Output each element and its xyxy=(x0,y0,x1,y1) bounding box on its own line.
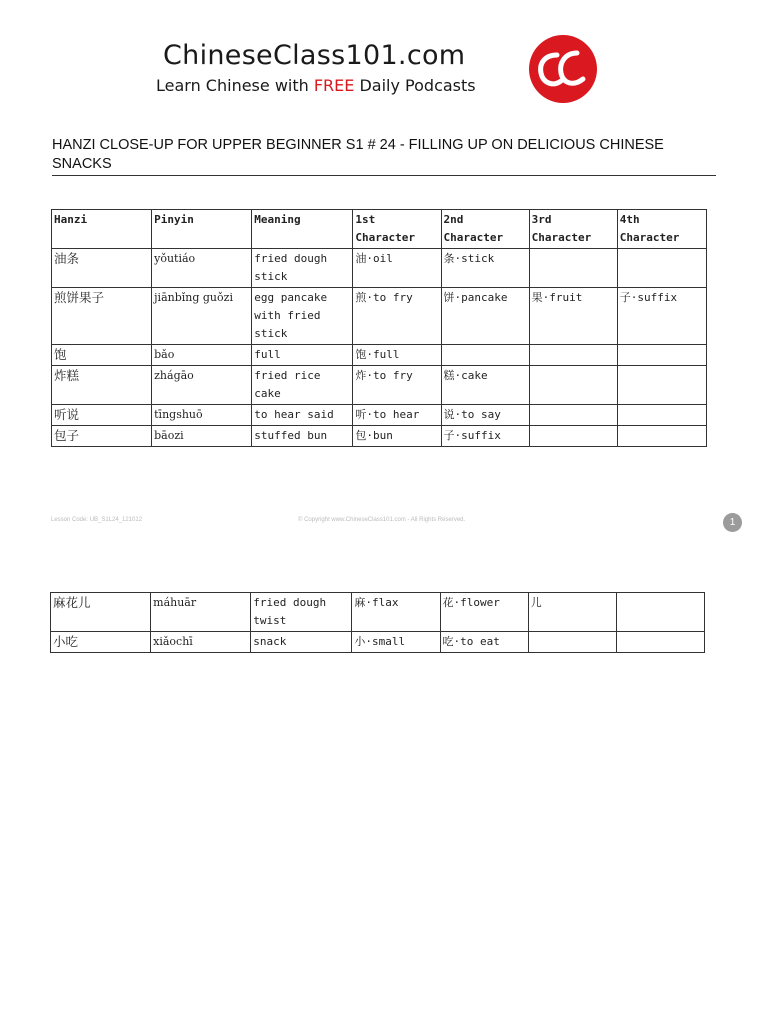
character-cell xyxy=(528,632,616,653)
character-cell: 听·to hear xyxy=(353,405,441,426)
hanzi-cell: 饱 xyxy=(52,345,152,366)
vocabulary-table xyxy=(51,209,707,447)
character-cell xyxy=(617,345,706,366)
hanzi-cell: 包子 xyxy=(52,426,152,447)
meaning-cell: full xyxy=(252,345,353,366)
character-cell: 煎·to fry xyxy=(353,288,441,345)
character-cell: 果·fruit xyxy=(529,288,617,345)
character-cell xyxy=(617,249,706,288)
header-pinyin: Pinyin xyxy=(152,210,252,249)
hanzi-cell: 小吃 xyxy=(51,632,151,653)
character-cell xyxy=(529,345,617,366)
table-row xyxy=(52,249,707,288)
hanzi-cell: 麻花儿 xyxy=(51,593,151,632)
character-cell: 包·bun xyxy=(353,426,441,447)
meaning-cell: fried dough twist xyxy=(251,593,352,632)
lesson-code: Lesson Code: UB_S1L24_121012 xyxy=(51,517,143,523)
document-title: HANZI CLOSE-UP FOR UPPER BEGINNER S1 # 24 - FILLING UP ON DELICIOUS CHINESE SNACKS xyxy=(52,136,716,176)
meaning-cell: snack xyxy=(251,632,352,653)
character-cell: 子·suffix xyxy=(617,288,706,345)
pinyin-cell: bāozi xyxy=(152,426,252,447)
meaning-cell: egg pancake with fried stick xyxy=(252,288,353,345)
table-row xyxy=(51,632,705,653)
table-row xyxy=(52,405,707,426)
character-cell xyxy=(529,249,617,288)
character-cell xyxy=(441,345,529,366)
character-cell xyxy=(529,405,617,426)
header-2nd-character: 2nd Character xyxy=(441,210,529,249)
character-cell: 子·suffix xyxy=(441,426,529,447)
table-row xyxy=(52,366,707,405)
table-row xyxy=(52,288,707,345)
tagline-start: Learn Chinese with xyxy=(156,76,314,95)
tagline-end: Daily Podcasts xyxy=(354,76,476,95)
character-cell: 油·oil xyxy=(353,249,441,288)
hanzi-cell: 听说 xyxy=(52,405,152,426)
vocabulary-table-continued xyxy=(50,592,705,653)
character-cell: 饱·full xyxy=(353,345,441,366)
meaning-cell: fried dough stick xyxy=(252,249,353,288)
table-row xyxy=(51,593,705,632)
character-cell: 吃·to eat xyxy=(440,632,528,653)
pinyin-cell: jiānbǐng guǒzi xyxy=(152,288,252,345)
meaning-cell: stuffed bun xyxy=(252,426,353,447)
table-row xyxy=(52,345,707,366)
character-cell: 花·flower xyxy=(440,593,528,632)
meaning-cell: fried rice cake xyxy=(252,366,353,405)
hanzi-cell: 煎饼果子 xyxy=(52,288,152,345)
character-cell xyxy=(617,426,706,447)
pinyin-cell: máhuār xyxy=(151,593,251,632)
header-1st-character: 1st Character xyxy=(353,210,441,249)
character-cell: 说·to say xyxy=(441,405,529,426)
table-row xyxy=(52,426,707,447)
cc-logo-icon xyxy=(527,33,599,105)
character-cell xyxy=(616,593,704,632)
character-cell xyxy=(529,366,617,405)
character-cell: 饼·pancake xyxy=(441,288,529,345)
copyright-notice: © Copyright www.ChineseClass101.com - All Rights Reserved. xyxy=(298,517,466,523)
hanzi-cell: 炸糕 xyxy=(52,366,152,405)
meaning-cell: to hear said xyxy=(252,405,353,426)
pinyin-cell: tīngshuō xyxy=(152,405,252,426)
tagline xyxy=(156,76,476,95)
table-header-row xyxy=(52,210,707,249)
pinyin-cell: zhágāo xyxy=(152,366,252,405)
pinyin-cell: bǎo xyxy=(152,345,252,366)
page-header xyxy=(0,38,768,108)
character-cell xyxy=(617,405,706,426)
tagline-highlight: FREE xyxy=(313,76,355,95)
character-cell: 条·stick xyxy=(441,249,529,288)
character-cell: 炸·to fry xyxy=(353,366,441,405)
pinyin-cell: yǒutiáo xyxy=(152,249,252,288)
hanzi-cell: 油条 xyxy=(52,249,152,288)
character-cell xyxy=(617,366,706,405)
header-meaning: Meaning xyxy=(252,210,353,249)
header-4th-character: 4th Character xyxy=(617,210,706,249)
character-cell: 小·small xyxy=(352,632,440,653)
character-cell: 麻·flax xyxy=(352,593,440,632)
character-cell xyxy=(616,632,704,653)
character-cell: 儿 xyxy=(528,593,616,632)
header-3rd-character: 3rd Character xyxy=(529,210,617,249)
pinyin-cell: xiǎochī xyxy=(151,632,251,653)
character-cell xyxy=(529,426,617,447)
header-hanzi: Hanzi xyxy=(52,210,152,249)
character-cell: 糕·cake xyxy=(441,366,529,405)
brand-name: ChineseClass101.com xyxy=(163,40,466,71)
page-number-badge: 1 xyxy=(723,513,742,532)
